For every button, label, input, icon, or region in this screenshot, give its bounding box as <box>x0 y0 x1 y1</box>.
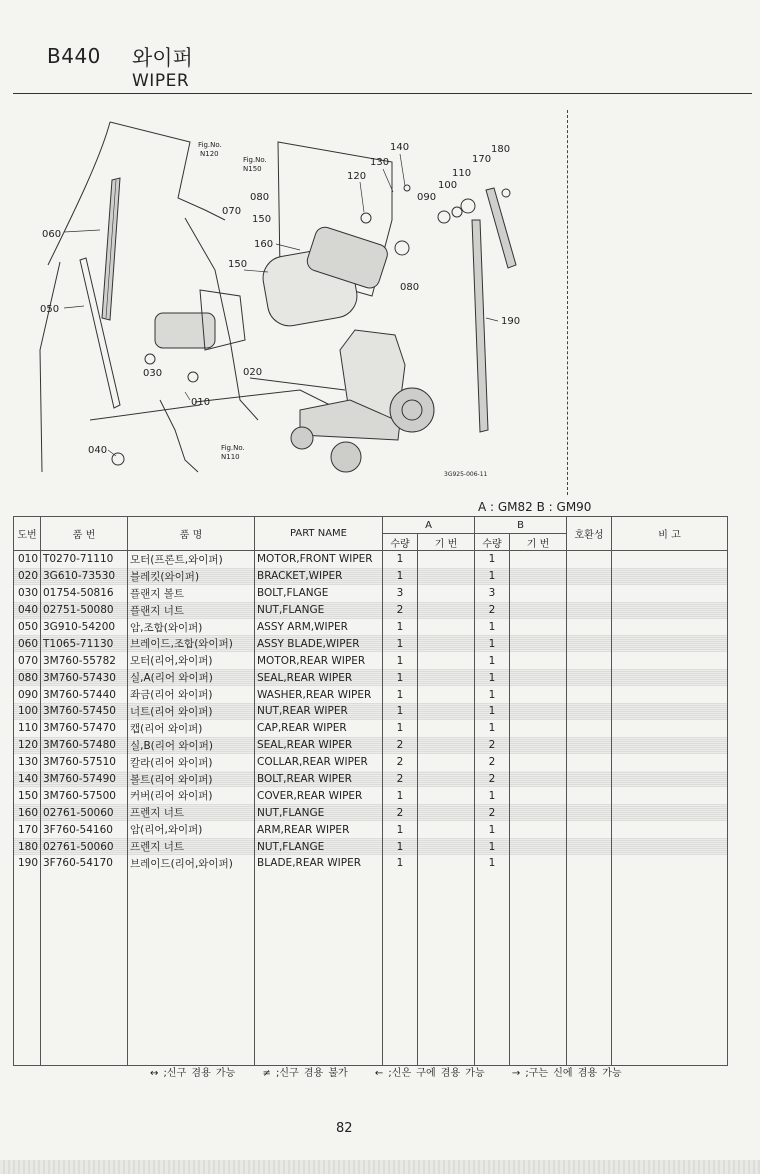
row-no: 100 <box>14 703 41 720</box>
part-number: 02761-50060 <box>41 804 128 821</box>
table-row <box>14 635 728 652</box>
compatibility-notes <box>150 1064 644 1079</box>
header-group-a: A <box>383 517 475 534</box>
qty-b: 1 <box>475 619 510 636</box>
callout-180: 180 <box>491 144 511 155</box>
serial-a <box>418 635 475 652</box>
part-name: NUT,FLANGE <box>255 804 383 821</box>
part-name: COVER,REAR WIPER <box>255 787 383 804</box>
serial-b <box>510 838 567 855</box>
part-number: 3F760-54170 <box>41 855 128 872</box>
exploded-parts-diagram <box>0 100 580 495</box>
row-no: 040 <box>14 602 41 619</box>
part-number: 3F760-54160 <box>41 821 128 838</box>
serial-b <box>510 703 567 720</box>
qty-b: 1 <box>475 703 510 720</box>
part-name-korean: 너트(리어 와이퍼) <box>128 703 255 720</box>
qty-a: 1 <box>383 635 418 652</box>
section-title-english: WIPER <box>132 71 190 91</box>
part-number: 3M760-57490 <box>41 771 128 788</box>
part-name: BRACKET,WIPER <box>255 568 383 585</box>
part-number: T0270-71110 <box>41 551 128 568</box>
serial-b <box>510 686 567 703</box>
part-number: 3M760-57500 <box>41 787 128 804</box>
fig-ref-n150: Fig.No. <box>243 156 267 164</box>
serial-a <box>418 619 475 636</box>
serial-b <box>510 568 567 585</box>
qty-a: 1 <box>383 821 418 838</box>
qty-a: 1 <box>383 619 418 636</box>
compat <box>567 703 612 720</box>
row-no: 050 <box>14 619 41 636</box>
serial-a <box>418 585 475 602</box>
part-number: 3M760-57440 <box>41 686 128 703</box>
section-title-korean: 와이퍼 <box>132 46 193 70</box>
qty-b: 1 <box>475 787 510 804</box>
part-number: 3G610-73530 <box>41 568 128 585</box>
table-row <box>14 771 728 788</box>
part-name: ASSY ARM,WIPER <box>255 619 383 636</box>
part-name-korean: 프렌지 너트 <box>128 838 255 855</box>
callout-020: 020 <box>243 367 263 378</box>
serial-b <box>510 720 567 737</box>
part-number: 02751-50080 <box>41 602 128 619</box>
table-row <box>14 838 728 855</box>
qty-a: 2 <box>383 602 418 619</box>
header-qty-b: 수량 <box>475 534 510 551</box>
serial-a <box>418 686 475 703</box>
header-group-b: B <box>475 517 567 534</box>
part-number: 3M760-55782 <box>41 652 128 669</box>
serial-b <box>510 771 567 788</box>
serial-b <box>510 737 567 754</box>
table-row <box>14 669 728 686</box>
qty-b: 1 <box>475 838 510 855</box>
row-no: 190 <box>14 855 41 872</box>
compat <box>567 585 612 602</box>
part-name-korean: 플랜지 볼트 <box>128 585 255 602</box>
row-no: 150 <box>14 787 41 804</box>
part-number: 3M760-57510 <box>41 754 128 771</box>
qty-a: 1 <box>383 855 418 872</box>
row-no: 030 <box>14 585 41 602</box>
callout-120: 120 <box>347 171 367 182</box>
part-name: COLLAR,REAR WIPER <box>255 754 383 771</box>
qty-b: 1 <box>475 652 510 669</box>
header-remarks: 비 고 <box>612 517 728 551</box>
remarks <box>612 703 728 720</box>
row-no: 180 <box>14 838 41 855</box>
compat <box>567 821 612 838</box>
svg-text:N110: N110 <box>221 453 240 461</box>
part-number: 02761-50060 <box>41 838 128 855</box>
serial-b <box>510 754 567 771</box>
fig-ref-n110: Fig.No. <box>221 444 245 452</box>
callout-050: 050 <box>40 304 60 315</box>
part-name: NUT,FLANGE <box>255 838 383 855</box>
serial-a <box>418 821 475 838</box>
compat <box>567 686 612 703</box>
parts-table <box>13 516 728 1066</box>
remarks <box>612 585 728 602</box>
part-number: 3M760-57470 <box>41 720 128 737</box>
part-number: 3M760-57430 <box>41 669 128 686</box>
qty-a: 1 <box>383 568 418 585</box>
callout-070: 070 <box>222 206 242 217</box>
compat <box>567 568 612 585</box>
serial-a <box>418 703 475 720</box>
qty-b: 1 <box>475 568 510 585</box>
remarks <box>612 635 728 652</box>
callout-160: 160 <box>254 239 274 250</box>
part-name: CAP,REAR WIPER <box>255 720 383 737</box>
scan-edge <box>0 1160 760 1174</box>
callout-040: 040 <box>88 445 108 456</box>
part-name-korean: 실,B(리어 와이퍼) <box>128 737 255 754</box>
compat <box>567 619 612 636</box>
table-row <box>14 619 728 636</box>
remarks <box>612 855 728 872</box>
qty-a: 1 <box>383 686 418 703</box>
qty-b: 1 <box>475 720 510 737</box>
header-name-korean: 품 명 <box>128 517 255 551</box>
callout-150: 150 <box>228 259 248 270</box>
part-name: NUT,REAR WIPER <box>255 703 383 720</box>
row-no: 060 <box>14 635 41 652</box>
serial-a <box>418 804 475 821</box>
part-name-korean: 볼트(리어 와이퍼) <box>128 771 255 788</box>
table-row <box>14 787 728 804</box>
compat <box>567 652 612 669</box>
part-name-korean: 실,A(리어 와이퍼) <box>128 669 255 686</box>
part-number: T1065-71130 <box>41 635 128 652</box>
qty-b: 3 <box>475 585 510 602</box>
compat <box>567 754 612 771</box>
part-name-korean: 플랜지 너트 <box>128 602 255 619</box>
serial-b <box>510 821 567 838</box>
callout-190: 190 <box>501 316 521 327</box>
part-name: WASHER,REAR WIPER <box>255 686 383 703</box>
svg-text:N120: N120 <box>200 150 219 158</box>
compat <box>567 855 612 872</box>
remarks <box>612 686 728 703</box>
qty-b: 2 <box>475 737 510 754</box>
row-no: 010 <box>14 551 41 568</box>
serial-a <box>418 771 475 788</box>
qty-b: 2 <box>475 804 510 821</box>
part-name-korean: 캡(리어 와이퍼) <box>128 720 255 737</box>
serial-b <box>510 635 567 652</box>
serial-b <box>510 602 567 619</box>
remarks <box>612 551 728 568</box>
qty-b: 1 <box>475 686 510 703</box>
qty-b: 1 <box>475 669 510 686</box>
qty-b: 1 <box>475 855 510 872</box>
header-no: 도번 <box>14 517 41 551</box>
remarks <box>612 754 728 771</box>
part-name: BOLT,FLANGE <box>255 585 383 602</box>
remarks <box>612 771 728 788</box>
serial-a <box>418 669 475 686</box>
part-name-korean: 블레킷(와이퍼) <box>128 568 255 585</box>
callout-090: 090 <box>417 192 437 203</box>
section-code: B440 <box>47 44 101 68</box>
compat <box>567 804 612 821</box>
part-number: 3G910-54200 <box>41 619 128 636</box>
table-row <box>14 737 728 754</box>
table-row <box>14 686 728 703</box>
serial-a <box>418 602 475 619</box>
part-name: SEAL,REAR WIPER <box>255 669 383 686</box>
callout-100: 100 <box>438 180 458 191</box>
compat <box>567 635 612 652</box>
remarks <box>612 787 728 804</box>
header-compat: 호환성 <box>567 517 612 551</box>
model-legend: A : GM82 B : GM90 <box>478 500 592 514</box>
part-name: MOTOR,REAR WIPER <box>255 652 383 669</box>
part-name: MOTOR,FRONT WIPER <box>255 551 383 568</box>
part-name-korean: 프렌지 너트 <box>128 804 255 821</box>
callout-150-upper: 150 <box>252 214 272 225</box>
remarks <box>612 602 728 619</box>
callout-080: 080 <box>250 192 270 203</box>
qty-b: 1 <box>475 635 510 652</box>
header-serial-a: 기 번 <box>418 534 475 551</box>
qty-b: 2 <box>475 754 510 771</box>
part-name-korean: 브레이드(리어,와이퍼) <box>128 855 255 872</box>
qty-a: 3 <box>383 585 418 602</box>
page-number: 82 <box>336 1121 353 1136</box>
compat <box>567 771 612 788</box>
part-name-korean: 모터(리어,와이퍼) <box>128 652 255 669</box>
row-no: 130 <box>14 754 41 771</box>
part-name-korean: 암(리어,와이퍼) <box>128 821 255 838</box>
remarks <box>612 669 728 686</box>
compat <box>567 602 612 619</box>
qty-b: 1 <box>475 551 510 568</box>
row-no: 160 <box>14 804 41 821</box>
part-name-korean: 암,조합(와이퍼) <box>128 619 255 636</box>
qty-a: 1 <box>383 551 418 568</box>
qty-a: 2 <box>383 804 418 821</box>
callout-010: 010 <box>191 397 211 408</box>
part-name-korean: 커버(리어 와이퍼) <box>128 787 255 804</box>
svg-text:N150: N150 <box>243 165 262 173</box>
header-serial-b: 기 번 <box>510 534 567 551</box>
qty-b: 2 <box>475 602 510 619</box>
qty-a: 1 <box>383 720 418 737</box>
row-no: 080 <box>14 669 41 686</box>
part-name: NUT,FLANGE <box>255 602 383 619</box>
table-row <box>14 568 728 585</box>
remarks <box>612 737 728 754</box>
table-row <box>14 855 728 872</box>
serial-a <box>418 787 475 804</box>
note-1: ↔ ;신구 겸용 가능 <box>150 1068 236 1079</box>
table-row <box>14 821 728 838</box>
remarks <box>612 619 728 636</box>
remarks <box>612 720 728 737</box>
row-no: 070 <box>14 652 41 669</box>
qty-a: 2 <box>383 771 418 788</box>
part-name: ARM,REAR WIPER <box>255 821 383 838</box>
table-row <box>14 551 728 568</box>
row-no: 090 <box>14 686 41 703</box>
remarks <box>612 804 728 821</box>
header-part-no: 품 번 <box>41 517 128 551</box>
table-empty-space <box>14 872 728 1066</box>
serial-b <box>510 652 567 669</box>
callout-140: 140 <box>390 142 410 153</box>
remarks <box>612 838 728 855</box>
serial-a <box>418 568 475 585</box>
serial-b <box>510 787 567 804</box>
part-name-korean: 브레이드,조합(와이퍼) <box>128 635 255 652</box>
callout-170: 170 <box>472 154 492 165</box>
callout-080-lower: 080 <box>400 282 420 293</box>
part-name: BLADE,REAR WIPER <box>255 855 383 872</box>
fig-ref-n120: Fig.No. <box>198 141 222 149</box>
part-number: 3M760-57450 <box>41 703 128 720</box>
part-name: SEAL,REAR WIPER <box>255 737 383 754</box>
serial-b <box>510 585 567 602</box>
table-row <box>14 602 728 619</box>
table-row <box>14 652 728 669</box>
header-part-name: PART NAME <box>255 517 383 551</box>
table-row <box>14 703 728 720</box>
qty-a: 1 <box>383 787 418 804</box>
compat <box>567 551 612 568</box>
row-no: 170 <box>14 821 41 838</box>
note-3: ← ;신은 구에 겸용 가능 <box>374 1068 485 1079</box>
callout-060: 060 <box>42 229 62 240</box>
remarks <box>612 821 728 838</box>
table-row <box>14 720 728 737</box>
part-name-korean: 모터(프론트,와이퍼) <box>128 551 255 568</box>
qty-a: 1 <box>383 703 418 720</box>
serial-a <box>418 754 475 771</box>
qty-a: 1 <box>383 838 418 855</box>
row-no: 140 <box>14 771 41 788</box>
compat <box>567 669 612 686</box>
table-row <box>14 804 728 821</box>
qty-b: 1 <box>475 821 510 838</box>
serial-b <box>510 669 567 686</box>
table-row <box>14 754 728 771</box>
row-no: 120 <box>14 737 41 754</box>
remarks <box>612 568 728 585</box>
callout-130: 130 <box>370 157 390 168</box>
remarks <box>612 652 728 669</box>
qty-a: 1 <box>383 652 418 669</box>
drawing-id: 3G925-006-11 <box>444 471 488 478</box>
part-name-korean: 좌금(리어 와이퍼) <box>128 686 255 703</box>
header-rule <box>13 93 752 94</box>
compat <box>567 838 612 855</box>
serial-b <box>510 551 567 568</box>
part-name: BOLT,REAR WIPER <box>255 771 383 788</box>
serial-b <box>510 619 567 636</box>
serial-a <box>418 737 475 754</box>
compat <box>567 737 612 754</box>
part-name-korean: 칼라(리어 와이퍼) <box>128 754 255 771</box>
part-number: 3M760-57480 <box>41 737 128 754</box>
row-no: 020 <box>14 568 41 585</box>
callout-110: 110 <box>452 168 472 179</box>
header-qty-a: 수량 <box>383 534 418 551</box>
serial-a <box>418 551 475 568</box>
callout-030: 030 <box>143 368 163 379</box>
serial-a <box>418 720 475 737</box>
serial-a <box>418 652 475 669</box>
note-4: → ;구는 신에 겸용 가능 <box>511 1068 622 1079</box>
qty-a: 1 <box>383 669 418 686</box>
qty-a: 2 <box>383 754 418 771</box>
serial-b <box>510 804 567 821</box>
compat <box>567 787 612 804</box>
compat <box>567 720 612 737</box>
note-2: ≠ ;신구 겸용 불가 <box>262 1068 348 1079</box>
qty-a: 2 <box>383 737 418 754</box>
row-no: 110 <box>14 720 41 737</box>
part-number: 01754-50816 <box>41 585 128 602</box>
serial-a <box>418 838 475 855</box>
serial-b <box>510 855 567 872</box>
table-row <box>14 585 728 602</box>
part-name: ASSY BLADE,WIPER <box>255 635 383 652</box>
serial-a <box>418 855 475 872</box>
qty-b: 2 <box>475 771 510 788</box>
